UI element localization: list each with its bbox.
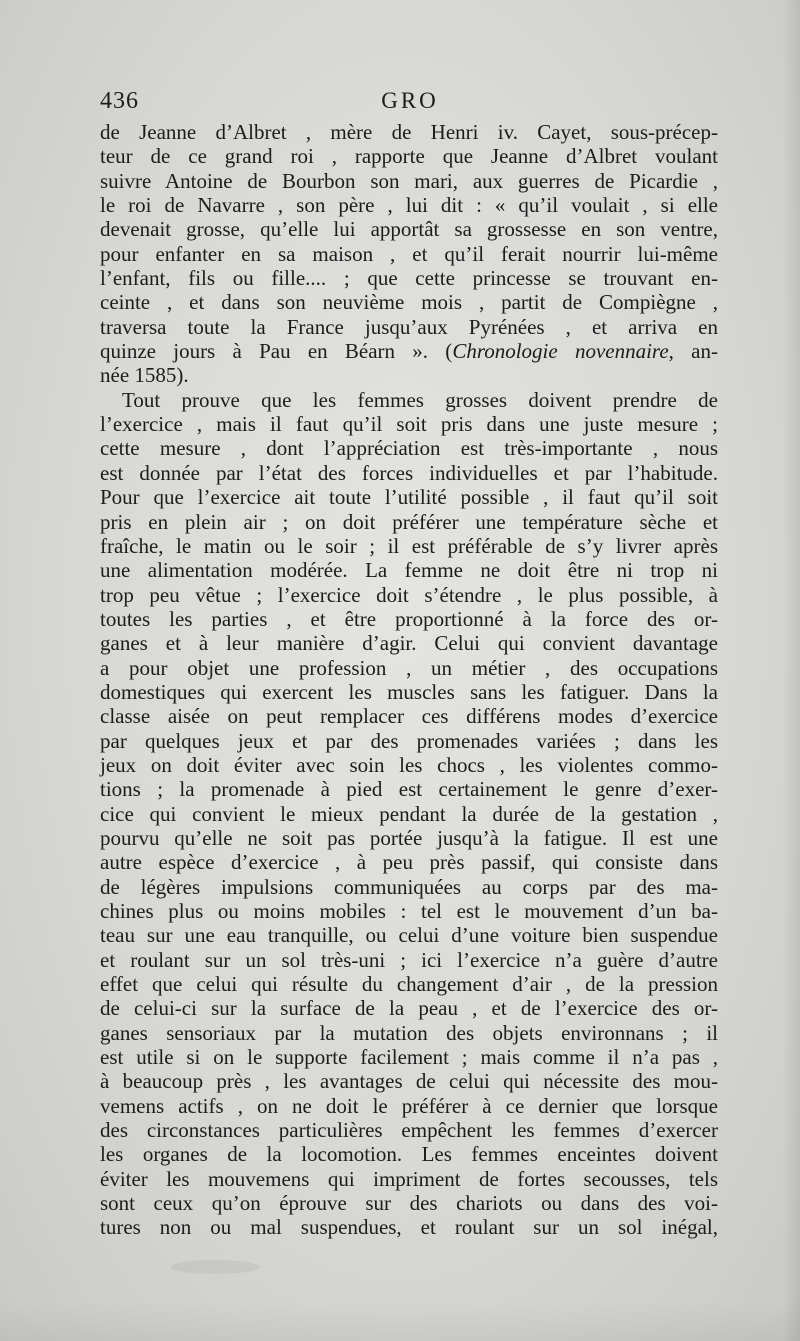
text-line: teur de ce grand roi , rapporte que Jeanne d’Albret voulant: [100, 144, 718, 169]
text-line: de légères impulsions communiquées au corps par des ma-: [100, 874, 718, 899]
ink-smudge: [170, 1260, 260, 1274]
running-head: [100, 88, 720, 118]
text-line: trop peu vêtue ; l’exercice doit s’étendre , le plus possible, à: [100, 582, 718, 607]
text-line: de Jeanne d’Albret , mère de Henri iv. Cayet, sous-précep-: [100, 120, 718, 144]
text-line: sont ceux qu’on éprouve sur des chariots ou dans des voi-: [100, 1191, 718, 1216]
paragraph-first-line: Tout prouve que les femmes grosses doivent prendre de: [122, 387, 718, 412]
text-line: Pour que l’exercice ait toute l’utilité possible , il faut qu’il soit: [100, 485, 718, 510]
page-edge-shadow: [782, 0, 800, 1341]
running-head-word: GRO: [381, 88, 439, 113]
text-line: teau sur une eau tranquille, ou celui d’une voiture bien suspendue: [100, 923, 718, 948]
text-line: à beaucoup près , les avantages de celui qui nécessite des mou-: [100, 1069, 718, 1094]
text-line: cette mesure , dont l’appréciation est très-importante , nous: [100, 436, 718, 461]
text-line: jeux on doit éviter avec soin les chocs , les violentes commo-: [100, 752, 718, 777]
text-line: pris en plein air ; on doit préférer une température sèche et: [100, 509, 718, 534]
text-line: traversa toute la France jusqu’aux Pyrénées , et arriva en: [100, 314, 718, 339]
text-line: pourvu qu’elle ne soit pas portée jusqu’à la fatigue. Il est une: [100, 825, 718, 850]
text-line: a pour objet une profession , un métier , des occupations: [100, 655, 718, 680]
citation-tail: , an-: [668, 339, 718, 364]
text-line: des circonstances particulières empêchent les femmes d’exercer: [100, 1118, 718, 1143]
text-line: classe aisée on peut remplacer ces différens modes d’exercice: [100, 704, 718, 729]
page-number: 436: [100, 88, 139, 114]
text-line: devenait grosse, qu’elle lui apportât sa grossesse en son ventre,: [100, 217, 718, 242]
text-line: une alimentation modérée. La femme ne doit être ni trop ni: [100, 558, 718, 583]
text-line: l’enfant, fils ou fille.... ; que cette princesse se trouvant en-: [100, 266, 718, 291]
text-line: suivre Antoine de Bourbon son mari, aux guerres de Picardie ,: [100, 168, 718, 193]
text-line: de celui-ci sur la surface de la peau , et de l’exercice des or-: [100, 996, 718, 1021]
text-line: le roi de Navarre , son père , lui dit : « qu’il voulait , si elle: [100, 193, 718, 218]
text-line: ganes sensoriaux par la mutation des objets environnans ; il: [100, 1020, 718, 1045]
text-line: effet que celui qui résulte du changement d’air , de la pression: [100, 972, 718, 997]
text-line: cice qui convient le mieux pendant la durée de la gestation ,: [100, 801, 718, 826]
page-bottom-shading: [0, 1301, 800, 1341]
text-line: est donnée par l’état des forces individuelles et par l’habitude.: [100, 460, 718, 485]
text-line: vemens actifs , on ne doit le préférer à ce dernier que lorsque: [100, 1093, 718, 1118]
text-line: domestiques qui exercent les muscles sans les fatiguer. Dans la: [100, 679, 718, 704]
text-line: éviter les mouvemens qui impriment de fortes secousses, tels: [100, 1166, 718, 1191]
text-line: chines plus ou moins mobiles : tel est le mouvement d’un ba-: [100, 899, 718, 923]
text-line: tures non ou mal suspendues, et roulant sur un sol inégal,: [100, 1215, 718, 1240]
text-line: pour enfanter en sa maison , et qu’il ferait nourrir lui-même: [100, 241, 718, 266]
text-line: tions ; la promenade à pied est certainement le genre d’exer-: [100, 777, 718, 802]
body-text: [100, 120, 718, 1240]
citation-lead: quinze jours à Pau en Béarn ». (: [100, 339, 453, 364]
text-line: et roulant sur un sol très-uni ; ici l’exercice n’a guère d’autre: [100, 947, 718, 972]
text-line: ceinte , et dans son neuvième mois , partit de Compiègne ,: [100, 290, 718, 315]
text-line-with-citation: [100, 339, 718, 363]
text-line: née 1585).: [100, 363, 189, 388]
text-line: les organes de la locomotion. Les femmes enceintes doivent: [100, 1142, 718, 1167]
text-line: est utile si on le supporte facilement ; mais comme il n’a pas ,: [100, 1045, 718, 1070]
text-line: fraîche, le matin ou le soir ; il est préférable de s’y livrer après: [100, 533, 718, 558]
citation-title: Chronologie novennaire: [452, 339, 669, 364]
text-line: ganes et à leur manière d’agir. Celui qui convient davantage: [100, 631, 718, 656]
text-line: par quelques jeux et par des promenades variées ; dans les: [100, 728, 718, 753]
text-line: l’exercice , mais il faut qu’il soit pris dans une juste mesure ;: [100, 412, 718, 437]
text-line: toutes les parties , et être proportionné à la force des or-: [100, 606, 718, 631]
text-line: autre espèce d’exercice , à peu près passif, qui consiste dans: [100, 850, 718, 875]
